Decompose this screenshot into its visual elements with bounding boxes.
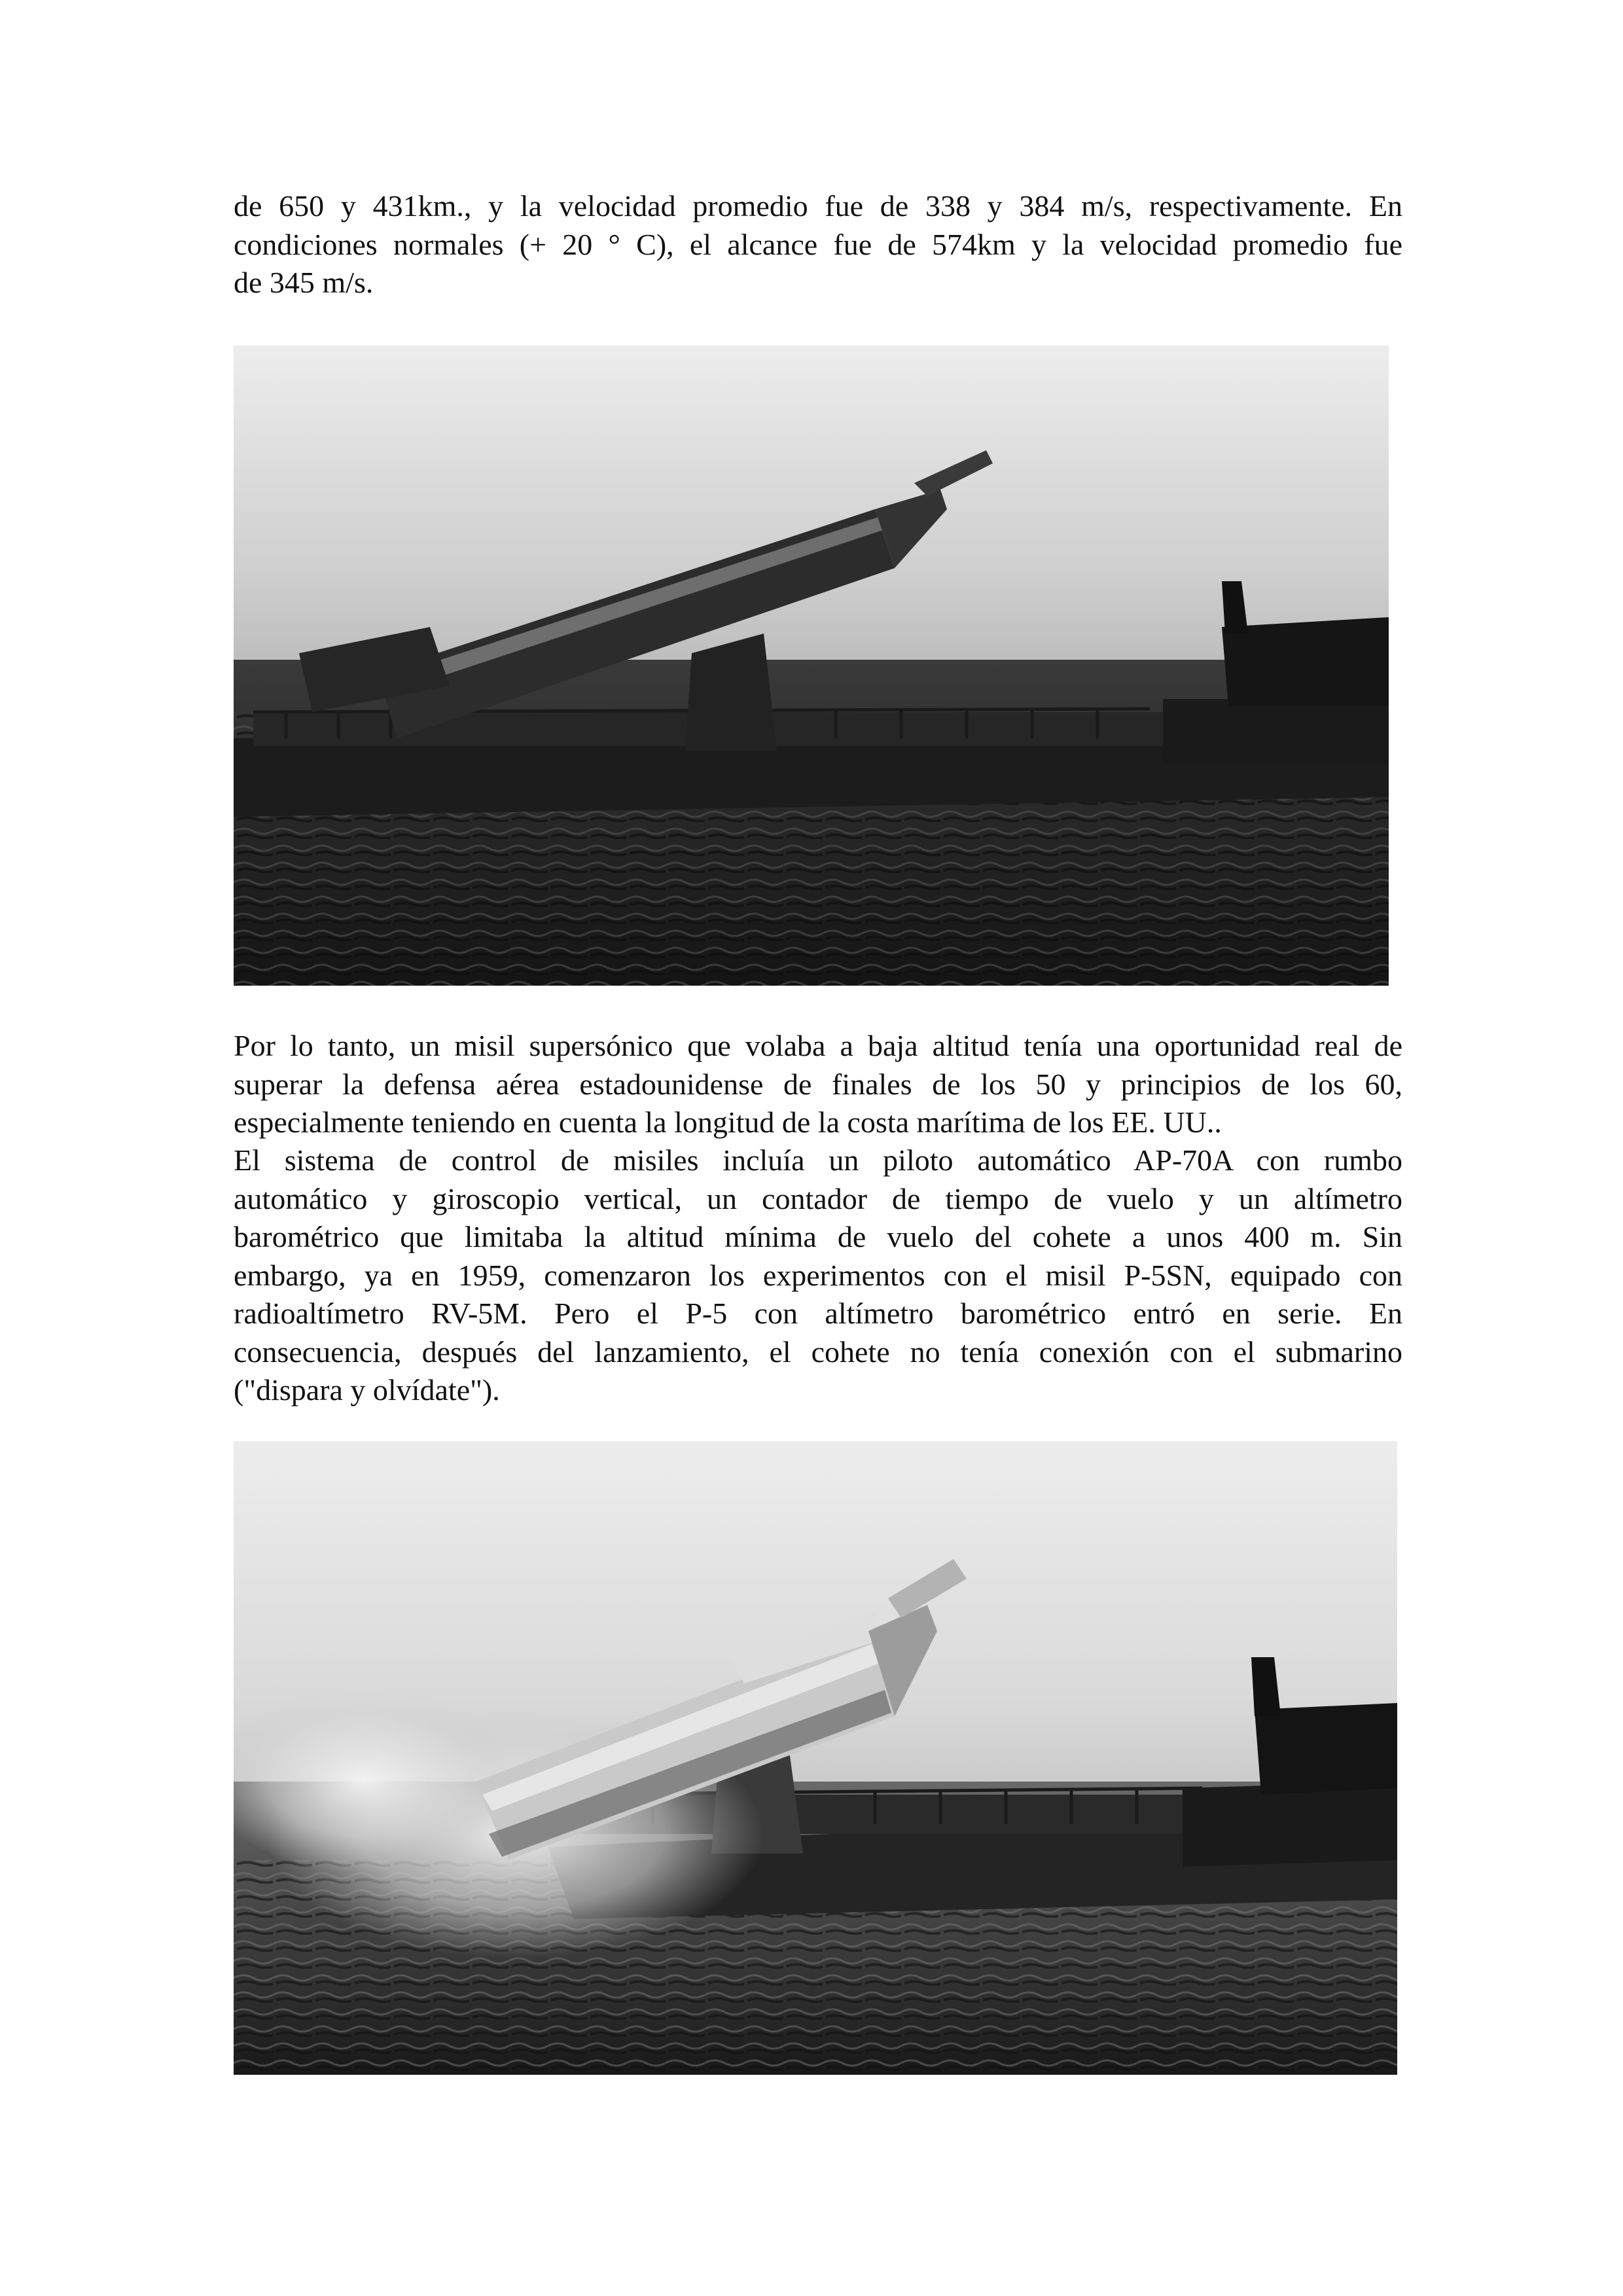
text-line: de 650 y 431km., y la velocidad promedio fue de 338 y 384 m/s, respectivamente. En: [234, 189, 1402, 223]
text-line: de 345 m/s.: [234, 266, 374, 299]
paragraph-2: [234, 1027, 1402, 1142]
text-line: especialmente teniendo en cuenta la longitud de la costa marítima de los EE. UU..: [234, 1105, 1222, 1139]
text-line: El sistema de control de misiles incluía un piloto automático AP-70A con rumbo: [234, 1143, 1402, 1177]
text-line: Por lo tanto, un misil supersónico que volaba a baja altitud tenía una oportunidad real de: [234, 1029, 1402, 1062]
text-line: embargo, ya en 1959, comenzaron los experimentos con el misil P-5SN, equipado con: [234, 1258, 1402, 1292]
text-line: automático y giroscopio vertical, un contador de tiempo de vuelo y un altímetro: [234, 1181, 1402, 1215]
paragraph-1: [234, 187, 1402, 302]
text-line: consecuencia, después del lanzamiento, el cohete no tenía conexión con el submarino: [234, 1335, 1402, 1369]
text-line: condiciones normales (+ 20 ° C), el alcance fue de 574km y la velocidad promedio fue: [234, 227, 1402, 261]
text-line: superar la defensa aérea estadounidense de finales de los 50 y principios de los 60,: [234, 1067, 1402, 1101]
missile-launch-photo-1: [234, 346, 1389, 986]
text-line: ("dispara y olvídate").: [234, 1373, 500, 1407]
text-line: radioaltímetro RV-5M. Pero el P-5 con altímetro barométrico entró en serie. En: [234, 1297, 1402, 1330]
text-line: barométrico que limitaba la altitud mínima de vuelo del cohete a unos 400 m. Sin: [234, 1220, 1402, 1253]
missile-launch-photo-2: [234, 1441, 1397, 2075]
paragraph-3: [234, 1141, 1402, 1410]
